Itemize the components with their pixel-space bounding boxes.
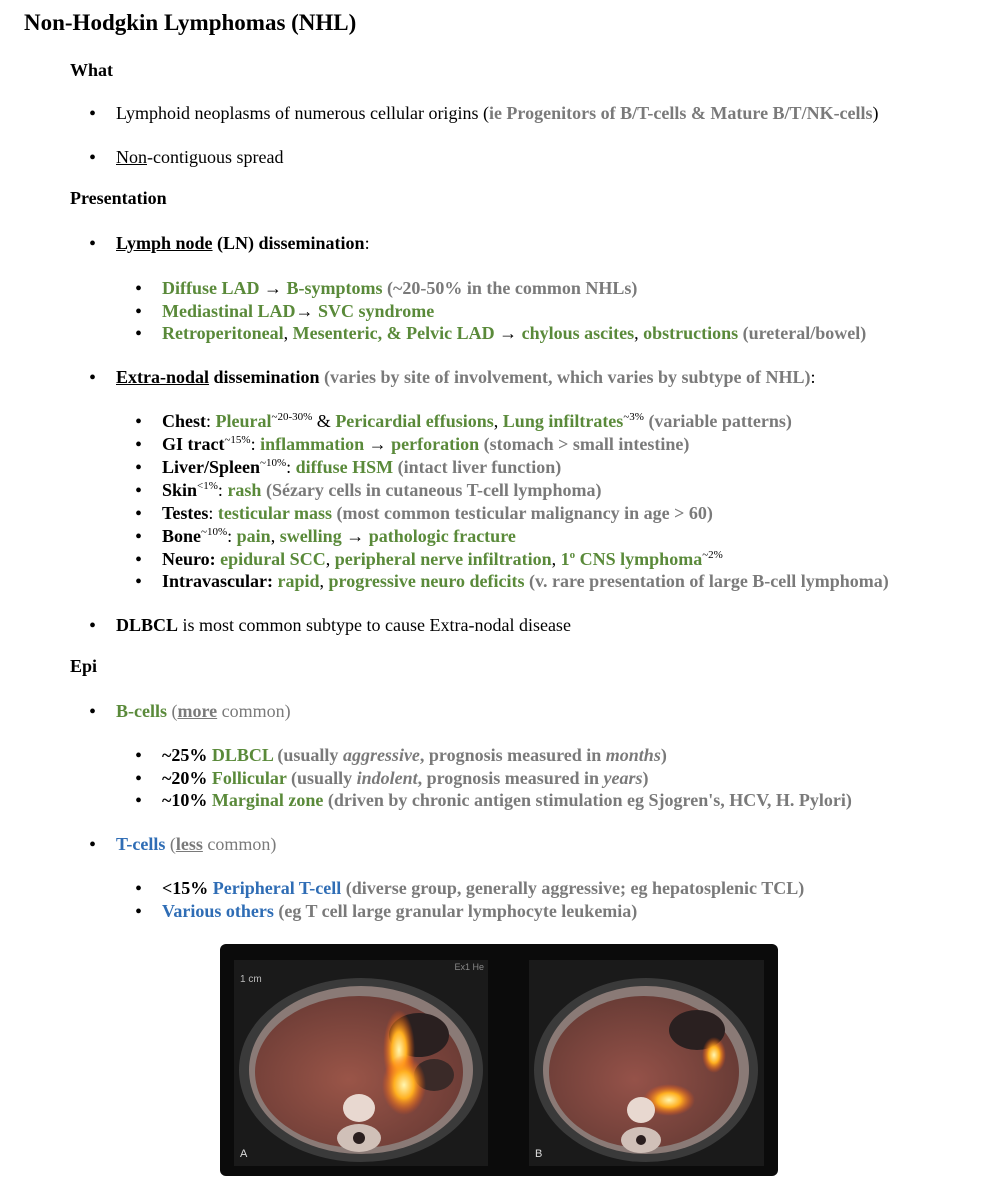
list-item: • Intravascular: rapid, progressive neuro deficits (v. rare presentation of large B-cell lymphoma) xyxy=(162,571,889,592)
list-item-t-cells: • T-cells (less common) xyxy=(116,834,276,855)
list-item-b-cells: • B-cells (more common) xyxy=(116,701,291,722)
list-item-extra-nodal: • Extra-nodal dissemination (varies by site of involvement, which varies by subtype of NHL): xyxy=(116,367,816,388)
pet-ct-panel-b xyxy=(529,960,764,1166)
section-heading-epi: Epi xyxy=(70,656,98,676)
list-item: • Skin$^{<1\%}$: rash (Sézary cells in cutaneous T-cell lymphoma) xyxy=(162,480,601,501)
list-item: • Mediastinal LAD→ SVC syndrome xyxy=(162,301,434,322)
page-title: Non-Hodgkin Lymphomas (NHL) xyxy=(24,10,357,35)
section-heading-what: What xyxy=(70,60,114,80)
list-item: • ~10% Marginal zone (driven by chronic antigen stimulation eg Sjogren's, HCV, H. Pylori) xyxy=(162,790,852,811)
list-item: • Diffuse LAD → B-symptoms (~20-50% in the common NHLs) xyxy=(162,278,637,299)
scale-label: 1 cm xyxy=(240,974,262,985)
pet-ct-scan-a-image xyxy=(234,960,488,1166)
scan-header-text: Ex1 He xyxy=(454,962,484,972)
list-item: • Chest: Pleural$^{\sim 20-30\%}$ & Pericardial effusions, Lung infiltrates$^{\sim 3\%}$ (variable patterns) xyxy=(162,411,792,432)
panel-label-a: A xyxy=(240,1148,248,1160)
list-item: • <15% Peripheral T-cell (diverse group, generally aggressive; eg hepatosplenic TCL) xyxy=(162,878,804,899)
list-item-lymph-node: • Lymph node (LN) dissemination: xyxy=(116,233,370,254)
list-item: • Bone$^{\sim 10\%}$: pain, swelling → pathologic fracture xyxy=(162,526,516,547)
list-item: • Liver/Spleen$^{\sim 10\%}$: diffuse HSM (intact liver function) xyxy=(162,457,561,478)
list-item: • GI tract$^{\sim 15\%}$: inflammation → perforation (stomach > small intestine) xyxy=(162,434,689,455)
section-heading-presentation: Presentation xyxy=(70,188,167,208)
list-item: • Lymphoid neoplasms of numerous cellular origins (ie Progenitors of B/T-cells & Mature B/T/NK-cells) xyxy=(116,103,879,124)
list-item-dlbcl: • DLBCL is most common subtype to cause Extra-nodal disease xyxy=(116,615,571,636)
list-item: • Various others (eg T cell large granular lymphocyte leukemia) xyxy=(162,901,637,922)
list-item: • ~25% DLBCL (usually aggressive, prognosis measured in months) xyxy=(162,745,667,766)
list-item: • Neuro: epidural SCC, peripheral nerve infiltration, 1$^o$ CNS lymphoma$^{\sim 2\%}$ xyxy=(162,549,723,570)
list-item: • Testes: testicular mass (most common testicular malignancy in age > 60) xyxy=(162,503,713,524)
list-item: • Non-contiguous spread xyxy=(116,147,283,168)
list-item: • ~20% Follicular (usually indolent, prognosis measured in years) xyxy=(162,768,648,789)
pet-ct-scan-b-image xyxy=(529,960,764,1166)
pet-ct-panel-a xyxy=(234,960,488,1166)
panel-label-b: B xyxy=(535,1148,543,1160)
list-item: • Retroperitoneal, Mesenteric, & Pelvic LAD → chylous ascites, obstructions (ureteral/bowel) xyxy=(162,323,866,344)
pet-ct-figure xyxy=(220,944,778,1176)
